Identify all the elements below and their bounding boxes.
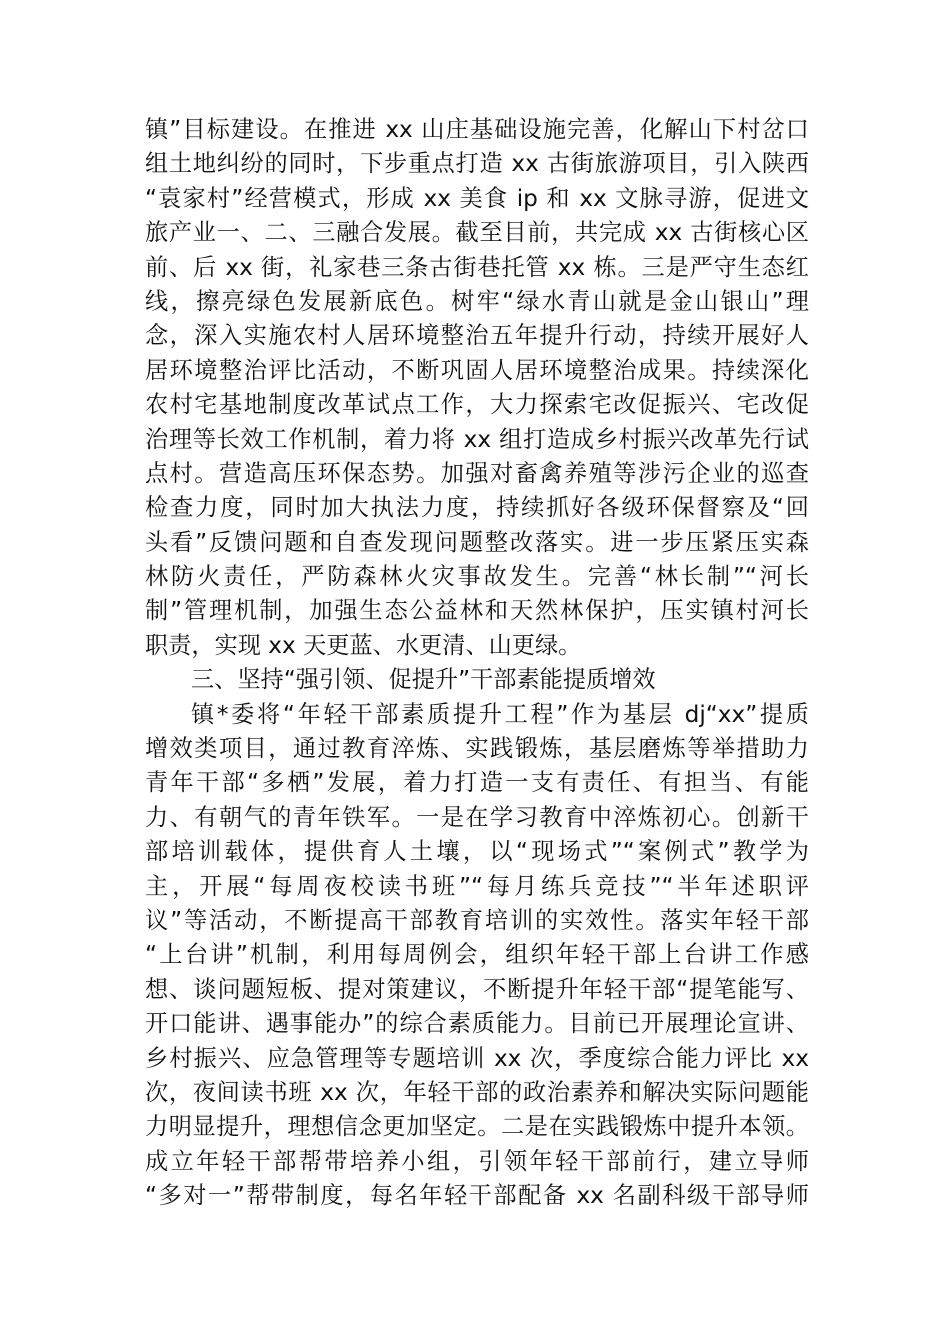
body-line-4: 旅产业一、二、三融合发展。截至目前，共完成 xx 古街核心区: [145, 219, 809, 247]
body-line-2: 组土地纠纷的同时，下步重点打造 xx 古街旅游项目，引入陕西: [145, 150, 809, 178]
body-line-5: 前、后 xx 街，礼家巷三条古街巷托管 xx 栋。三是严守生态红: [145, 253, 809, 281]
body-line-22: 部培训载体，提供育人土壤，以“现场式”“案例式”教学为: [145, 838, 809, 866]
body-line-16: 职责，实现 xx 天更蓝、水更清、山更绿。: [145, 631, 582, 659]
body-line-31: 成立年轻干部帮带培养小组，引领年轻干部前行，建立导师: [145, 1147, 809, 1175]
body-line-25: “上台讲”机制，利用每周例会，组织年轻干部上台讲工作感: [145, 941, 809, 969]
body-line-7: 念，深入实施农村人居环境整治五年提升行动，持续开展好人: [145, 322, 809, 350]
body-line-30: 力明显提升，理想信念更加坚定。二是在实践锻炼中提升本领。: [145, 1113, 809, 1141]
body-line-21: 力、有朝气的青年铁军。一是在学习教育中淬炼初心。创新干: [145, 803, 809, 831]
body-line-29: 次，夜间读书班 xx 次，年轻干部的政治素养和解决实际问题能: [145, 1078, 809, 1106]
body-line-28: 乡村振兴、应急管理等专题培训 xx 次，季度综合能力评比 xx: [145, 1044, 809, 1072]
body-line-20: 青年干部“多栖”发展，着力打造一支有责任、有担当、有能: [145, 769, 809, 797]
document-body: [145, 113, 809, 1214]
body-line-1: 镇”目标建设。在推进 xx 山庄基础设施完善，化解山下村岔口: [145, 116, 809, 143]
body-line-14: 林防火责任，严防森林火灾事故发生。完善“林长制”“河长: [145, 563, 809, 591]
body-line-12: 检查力度，同时加大执法力度，持续抓好各级环保督察及“回: [145, 494, 809, 522]
body-line-11: 点村。营造高压环保态势。加强对畜禽养殖等涉污企业的巡查: [145, 459, 809, 487]
body-line-6: 线，擦亮绿色发展新底色。树牢“绿水青山就是金山银山”理: [145, 287, 809, 315]
body-line-13: 头看”反馈问题和自查发现问题整改落实。进一步压紧压实森: [145, 528, 809, 556]
body-line-18: 镇*委将“年轻干部素质提升工程”作为基层 dj“xx”提质: [191, 700, 809, 728]
body-line-9: 农村宅基地制度改革试点工作，大力探索宅改促振兴、宅改促: [145, 391, 809, 419]
body-line-32: “多对一”帮带制度，每名年轻干部配备 xx 名副科级干部导师: [145, 1182, 809, 1210]
body-line-26: 想、谈问题短板、提对策建议，不断提升年轻干部“提笔能写、: [145, 975, 809, 1003]
body-line-15: 制”管理机制，加强生态公益林和天然林保护，压实镇村河长: [145, 597, 809, 625]
body-line-24: 议”等活动，不断提高干部教育培训的实效性。落实年轻干部: [145, 906, 809, 934]
body-line-3: “袁家村”经营模式，形成 xx 美食 ip 和 xx 文脉寻游，促进文: [145, 184, 809, 212]
body-line-19: 增效类项目，通过教育淬炼、实践锻炼，基层磨炼等举措助力: [145, 735, 809, 763]
body-line-10: 治理等长效工作机制，着力将 xx 组打造成乡村振兴改革先行试: [145, 425, 809, 453]
body-line-23: 主，开展“每周夜校读书班”“每月练兵竞技”“半年述职评: [145, 872, 809, 900]
section-heading: 三、坚持“强引领、促提升”干部素能提质增效: [191, 666, 656, 694]
body-line-27: 开口能讲、遇事能办”的综合素质能力。目前已开展理论宣讲、: [145, 1010, 809, 1038]
body-line-8: 居环境整治评比活动，不断巩固人居环境整治成果。持续深化: [145, 356, 809, 384]
